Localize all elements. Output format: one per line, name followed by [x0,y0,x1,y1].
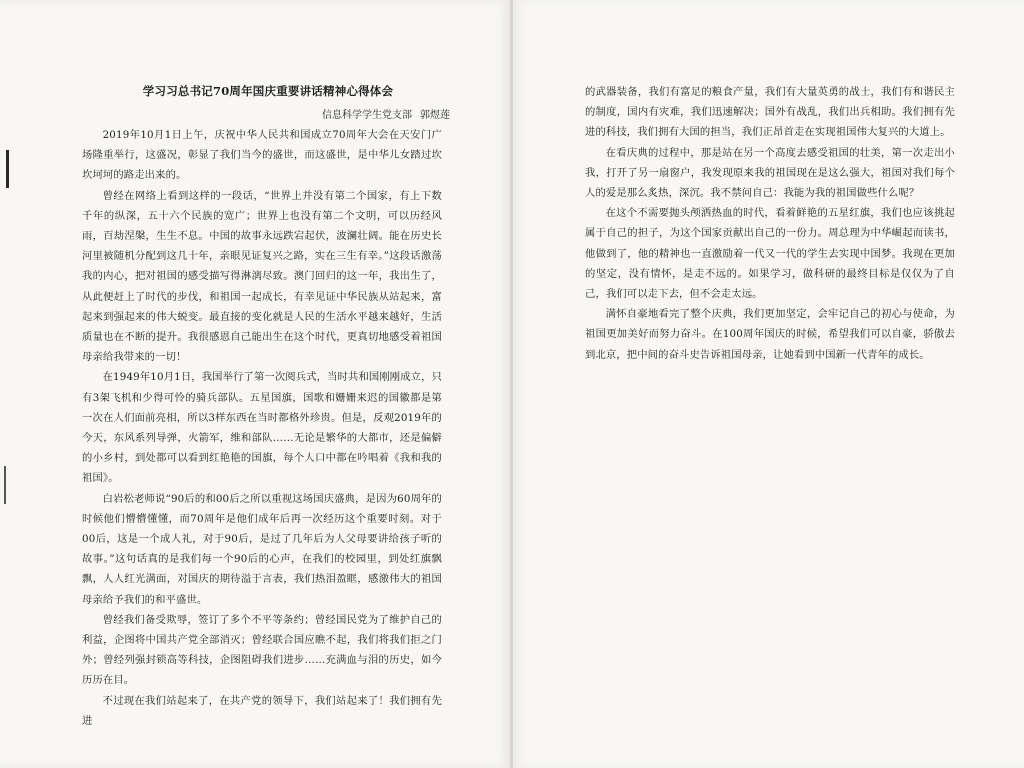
document-title: 学习习总书记70周年国庆重要讲话精神心得体会 [142,84,394,98]
paragraph: 在看庆典的过程中，那是站在另一个高度去感受祖国的壮美，第一次走出小我，打开了另一扇窗户，我发现原来我的祖国现在是这么强大，祖国对我们每个人的爱是那么炙热，深沉。我不禁问自己：我能为我的祖国做些什么呢？ [585,146,955,200]
paragraph: 白岩松老师说“90后的和00后之所以重视这场国庆盛典，是因为60周年的时候他们懵懵懂懂，而70周年是他们成年后再一次经历这个重要时刻。对于00后，这是一个成人礼，对于90后，是过了几年后为人父母要讲给孩子听的故事。”这句话真的是我们每一个90后的心声，在我们的校园里，到处红旗飘飘，人人红光满面，对国庆的期待溢于言表，我们热泪盈眶，感激伟大的祖国母亲给予我们的和平盛世。 [82,492,442,606]
right-body [585,82,955,365]
paragraph: 满怀自豪地看完了整个庆典，我们更加坚定，会牢记自己的初心与使命，为祖国更加美好而努力奋斗。在100周年国庆的时候，希望我们可以自豪，骄傲去到北京，把中间的奋斗史告诉祖国母亲，让她看到中国新一代青年的成长。 [585,308,955,361]
paragraph: 曾经在网络上看到这样的一段话，“世界上并没有第二个国家，有上下数千年的纵深，五十六个民族的宽广；世界上也没有第二个文明，可以历经风雨，百劫涅槃，生生不息。中国的故事永远跌宕起伏，波澜壮阔。能在历史长河里被随机分配到这几十年，亲眼见证复兴之路，实在三生有幸。”这段话激荡我的内心，把对祖国的感受描写得淋漓尽致。澳门回归的这一年，我出生了，从此便赶上了时代的步伐，和祖国一起成长，有幸见证中华民族从站起来，富起来到强起来的伟大蜕变。最直接的变化就是人民的生活水平越来越好，生活质量也在不断的提升。我很感恩自己能出生在这个时代，更真切地感受着祖国母亲给我带来的一切！ [82,189,442,364]
author-org: 信息科学学生党支部 [322,110,412,121]
left-page [0,0,510,768]
paragraph: 在这个不需要抛头颅洒热血的时代，看着鲜艳的五星红旗，我们也应该挑起属于自己的担子，为这个国家贡献出自己的一份力。周总理为中华崛起而读书，他做到了，他的精神也一直激励着一代又一代的学生去实现中国梦。我现在更加的坚定，没有情怀，是走不远的。如果学习，做科研的最终目标是仅仅为了自己，我们可以走下去，但不会走太远。 [585,207,955,301]
paragraph: 曾经我们备受欺辱，签订了多个不平等条约；曾经国民党为了维护自己的利益，企图将中国共产党全部消灭；曾经联合国应瞧不起，我们将我们拒之门外；曾经列强封锁高等科技，企图阻碍我们进步……充满血与泪的历史，如今历历在目。 [82,613,442,687]
scan-mark [6,150,9,188]
paragraph: 不过现在我们站起来了，在共产党的领导下，我们站起来了！我们拥有先进 [82,694,442,727]
left-body [82,125,442,731]
author-name: 郭煜莲 [420,110,450,121]
paragraph: 2019年10月1日上午，庆祝中华人民共和国成立70周年大会在天安门广场隆重举行，这盛况，彰显了我们当今的盛世，而这盛世，是中华儿女踏过坎坎坷坷的路走出来的。 [82,129,442,182]
paragraph: 在1949年10月1日，我国举行了第一次阅兵式，当时共和国刚刚成立，只有3架飞机和少得可怜的骑兵部队。五星国旗，国歌和姗姗来迟的国徽都是第一次在人们面前亮相，所以3样东西在当时都格外珍贵。但是，反观2019年的今天，东风系列导弹，火箭军，维和部队……无论是繁华的大都市，还是偏僻的小乡村，到处都可以看到红艳艳的国旗，每个人口中都在吟唱着《我和我的祖国》。 [82,371,443,485]
scan-mark [4,466,6,504]
paragraph-continued: 的武器装备，我们有富足的粮食产量，我们有大量英勇的战士，我们有和谐民主的制度，国内有灾难，我们迅速解决；国外有战乱，我们出兵相助。我们拥有先进的科技，我们拥有大国的担当，我们正昂首走在实现祖国伟大复兴的大道上。 [585,86,955,139]
author-line [300,109,450,123]
right-page [513,0,1024,768]
